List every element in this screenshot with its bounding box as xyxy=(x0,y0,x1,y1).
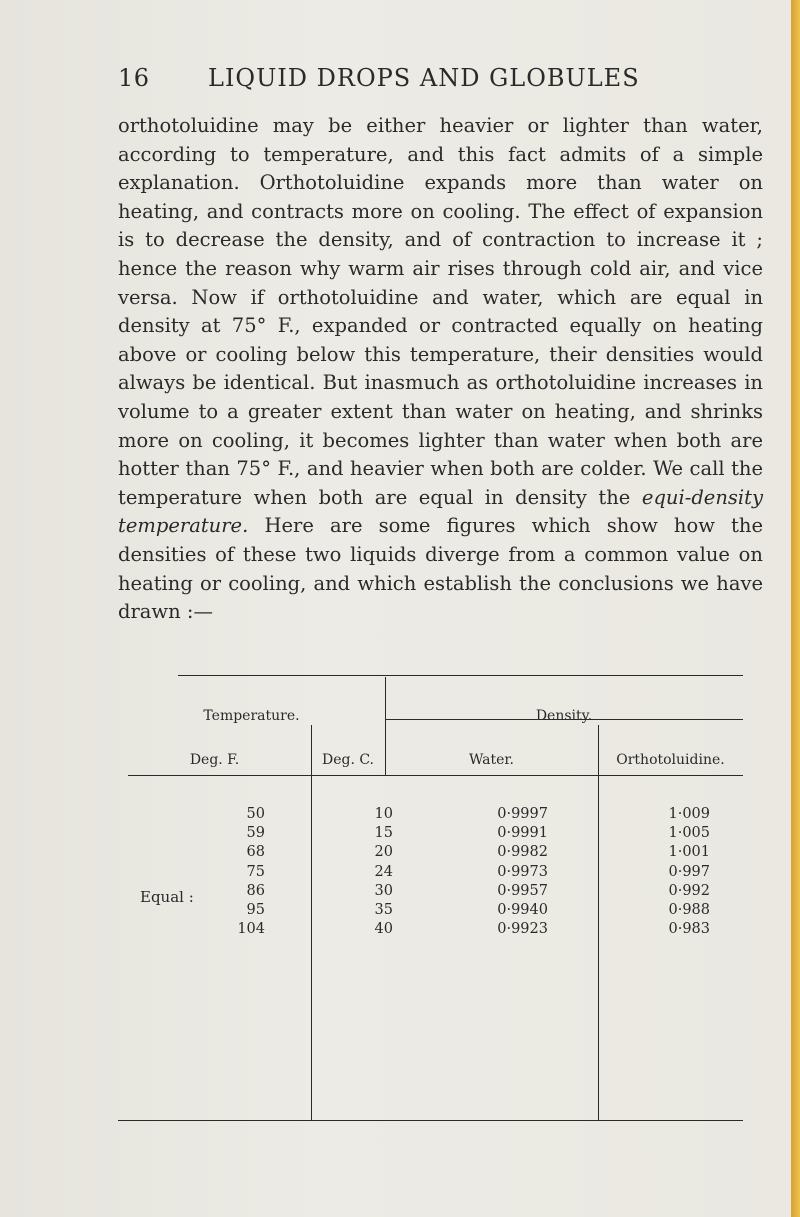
table-cell: 0·9997 xyxy=(497,806,548,822)
table-cell: 35 xyxy=(374,901,393,918)
table-cell: 1·001 xyxy=(668,844,710,861)
table-cell: 10 xyxy=(374,806,393,822)
table-cell: 86 xyxy=(246,882,265,899)
body-paragraph xyxy=(118,112,763,627)
header-deg-f: Deg. F. xyxy=(189,752,240,768)
table-cell: 68 xyxy=(246,844,265,861)
col-divider-3 xyxy=(598,725,599,1120)
table-cell: 1·005 xyxy=(668,825,710,842)
table-cell: 0·983 xyxy=(668,921,710,938)
table-cell: 20 xyxy=(374,844,393,861)
table-cell: 59 xyxy=(246,825,265,842)
italic-term: equi-density temperature. xyxy=(118,485,763,538)
book-title: LIQUID DROPS AND GLOBULES xyxy=(208,64,640,92)
page-number: 16 xyxy=(118,64,150,92)
table-bottom-rule xyxy=(118,1120,743,1121)
table-cell: 0·9982 xyxy=(497,844,548,861)
table-cell: 0·9991 xyxy=(497,825,548,842)
table-cell: 24 xyxy=(374,863,393,880)
table-cell: 0·9940 xyxy=(497,901,548,918)
header-bottom-rule xyxy=(128,775,743,776)
running-head xyxy=(118,64,758,94)
paragraph-part-2: Here are some figures which show how the densities of these two liquids diverge from a common value on heating or cooling, and which establish the conclusions we have drawn :— xyxy=(118,514,763,624)
header-orthotoluidine: Orthotoluidine. xyxy=(616,752,725,768)
table-cell: 0·9923 xyxy=(497,921,548,938)
table-cell: 0·992 xyxy=(668,882,710,899)
table-cell: 0·9973 xyxy=(497,863,548,880)
table-cell: 0·988 xyxy=(668,901,710,918)
table-cell: 50 xyxy=(246,806,265,822)
column-deg-c xyxy=(358,805,393,939)
paragraph-part-1: orthotoluidine may be either heavier or lighter than water, according to temperature, and this fact admits of a simple explanation. Orthotoluidine expands more than water on heating, and contracts more on cooling. The effect of expansion is to decrease the density, and of contraction to increase it ; hence the reason why warm air rises through cold air, and vice versa. Now if orthotoluidine and water, which are equal in density at 75° F., expanded or contracted equally on heating above or cooling below this temperature, their densities would always be identical. But inasmuch as orthotoluidine increases in volume to a greater extent than water on heating, and shrinks more on cooling, it becomes lighter than water when both are hotter than 75° F., and heavier when both are colder. We call the temperature when both are equal in density the xyxy=(118,114,763,509)
table-cell: 0·997 xyxy=(668,863,710,880)
table-cell: 95 xyxy=(246,901,265,918)
header-water: Water. xyxy=(468,752,515,768)
table-cell: 1·009 xyxy=(668,806,710,822)
table-cell: 40 xyxy=(374,921,393,938)
column-deg-f xyxy=(218,805,265,939)
density-table xyxy=(118,675,743,1135)
table-top-rule xyxy=(178,675,743,676)
table-cell: 104 xyxy=(237,921,265,938)
table-cell: 75 xyxy=(246,863,265,880)
table-cell: 0·9957 xyxy=(497,882,548,899)
table-cell: 15 xyxy=(374,825,393,842)
header-density: Density. xyxy=(535,708,593,724)
header-deg-c: Deg. C. xyxy=(321,752,375,768)
header-temperature: Temperature. xyxy=(203,708,300,724)
table-cell: 30 xyxy=(374,882,393,899)
equal-label: Equal : xyxy=(140,888,194,906)
column-water xyxy=(448,805,548,939)
column-orthotoluidine xyxy=(628,805,710,939)
page-edge xyxy=(791,0,800,1217)
col-divider-1 xyxy=(311,725,312,1120)
